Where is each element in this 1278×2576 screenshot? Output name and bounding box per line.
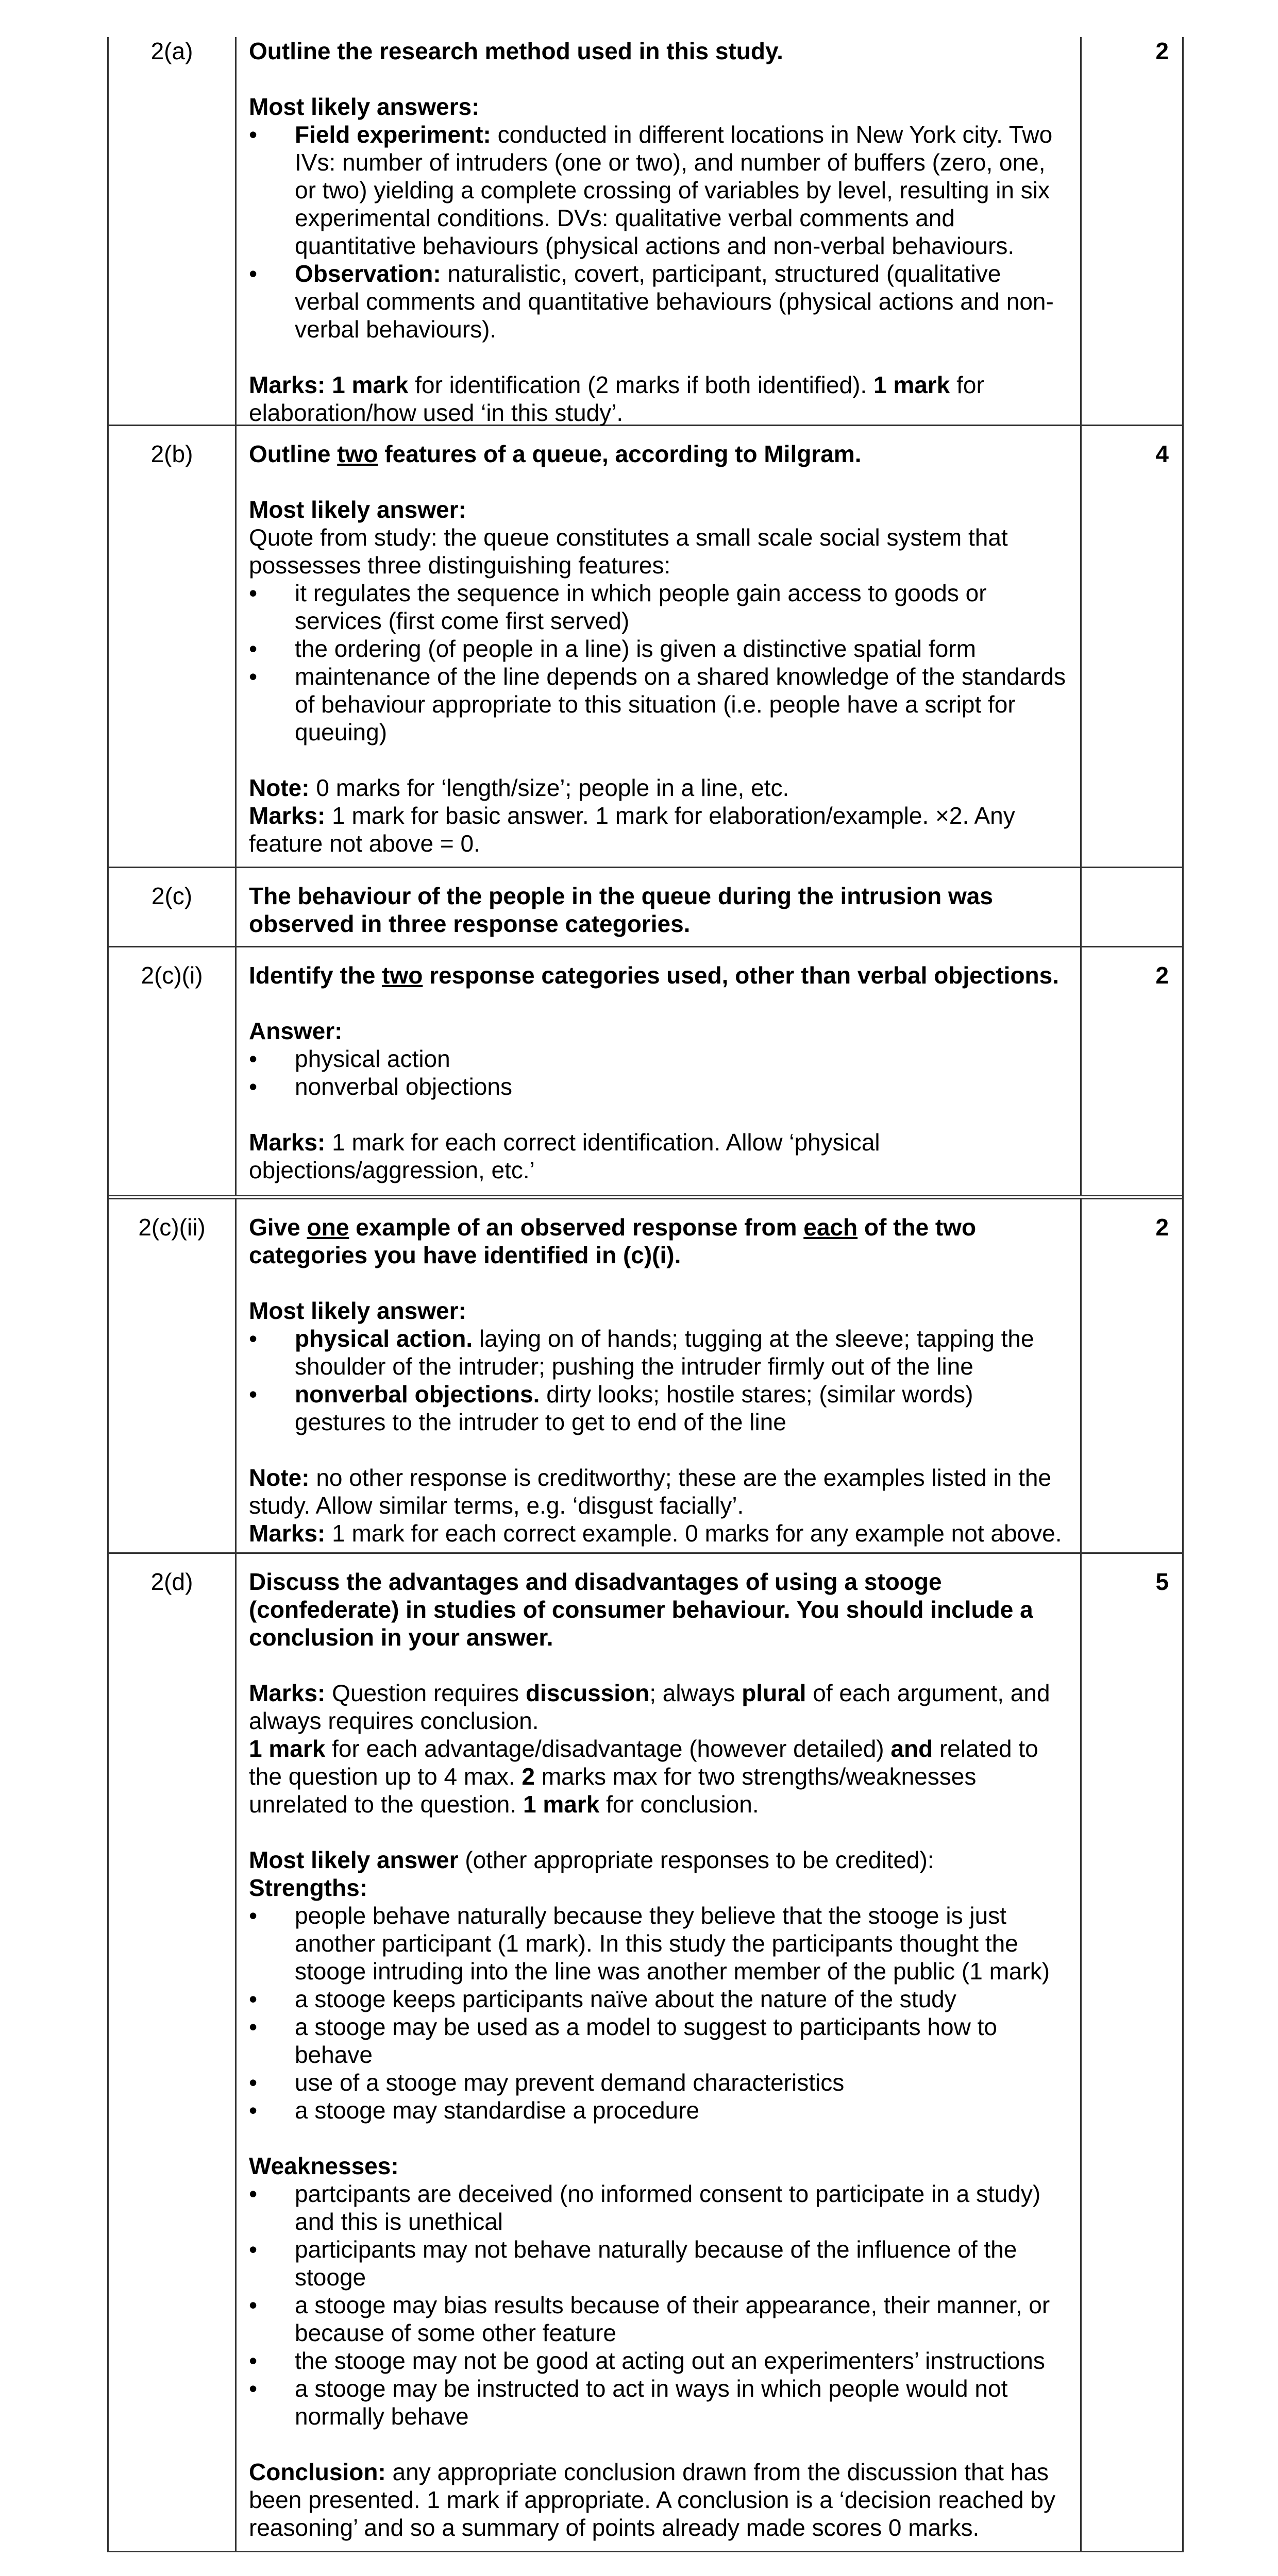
question-number: 2(b): [109, 426, 237, 867]
question-content: [237, 947, 1082, 1195]
question-content: [237, 426, 1082, 867]
list-item: • Field experiment: conducted in different locations in New York city. Two IVs: number of intruders (one or two), and number of buffers (zero, one, or two) yielding a complete crossing of variables by level, resulting in six experimental conditions. DVs: qualitative verbal comments and quantitative behaviours (physical actions and non-verbal behaviours.: [249, 121, 1068, 260]
weaknesses-list: [249, 2180, 1068, 2430]
answer-label: Answer:: [249, 1018, 343, 1044]
conclusion-guidance: Conclusion: any appropriate conclusion drawn from the discussion that has been presented. 1 mark if appropriate. A conclusion is a ‘decision reached by reasoning’ and so a summary of points already made scores 0 marks.: [249, 2459, 1055, 2541]
question-number: 2(c)(i): [109, 947, 237, 1195]
question-text: Outline two features of a queue, according to Milgram.: [249, 440, 862, 467]
answer-list: [249, 579, 1068, 746]
row-2a: [109, 37, 1182, 426]
answer-list: [249, 1325, 1068, 1436]
marks-value: 2: [1155, 38, 1169, 64]
row-2cii: [109, 1199, 1182, 1554]
marks-value: 2: [1155, 1214, 1169, 1241]
list-item: • Observation: naturalistic, covert, participant, structured (qualitative verbal comments and quantitative behaviours (physical actions and non-verbal behaviours).: [249, 260, 1068, 343]
list-item: • it regulates the sequence in which people gain access to goods or services (first come first served): [249, 579, 1068, 635]
list-item: • participants may not behave naturally because of the influence of the stooge: [249, 2235, 1068, 2291]
answer-label: Most likely answer:: [249, 496, 466, 523]
row-2c: [109, 868, 1182, 947]
list-item: • a stooge may be used as a model to suggest to participants how to behave: [249, 2013, 1068, 2069]
strengths-list: [249, 1902, 1068, 2124]
answer-label: Most likely answer (other appropriate responses to be credited):: [249, 1846, 934, 1873]
list-item: • a stooge keeps participants naïve about the nature of the study: [249, 1985, 1068, 2013]
question-text: Discuss the advantages and disadvantages of using a stooge (confederate) in studies of consumer behaviour. You should include a conclusion in your answer.: [249, 1568, 1033, 1651]
question-number: 2(d): [109, 1554, 237, 2551]
question-number: 2(c)(ii): [109, 1199, 237, 1552]
marks-value: 5: [1155, 1568, 1169, 1595]
list-item: • the stooge may not be good at acting out an experimenters’ instructions: [249, 2347, 1068, 2375]
question-content: [237, 1199, 1082, 1552]
question-stem: The behaviour of the people in the queue during the intrusion was observed in three response categories.: [249, 883, 993, 937]
note: Note: no other response is creditworthy; these are the examples listed in the study. Allow similar terms, e.g. ‘disgust facially’.: [249, 1464, 1052, 1519]
marks-guidance: Marks: 1 mark for each correct identification. Allow ‘physical objections/aggression, etc.’: [249, 1129, 880, 1183]
list-item: • people behave naturally because they believe that the stooge is just another participant (1 mark). In this study the participants thought the stooge intruding into the line was another member of the public (1 mark): [249, 1902, 1068, 1985]
list-item: • the ordering (of people in a line) is given a distinctive spatial form: [249, 635, 1068, 663]
row-2b: [109, 426, 1182, 868]
list-item: • nonverbal objections. dirty looks; hostile stares; (similar words) gestures to the intruder to get to end of the line: [249, 1380, 1068, 1436]
list-item: • physical action: [249, 1045, 1068, 1073]
list-item: • nonverbal objections: [249, 1073, 1068, 1100]
weaknesses-label: Weaknesses:: [249, 2153, 399, 2179]
question-text: Give one example of an observed response from each of the two categories you have identified in (c)(i).: [249, 1214, 977, 1268]
list-item: • maintenance of the line depends on a shared knowledge of the standards of behaviour appropriate to this situation (i.e. people have a script for queuing): [249, 663, 1068, 746]
list-item: • a stooge may standardise a procedure: [249, 2096, 1068, 2124]
marks-guidance: Marks: 1 mark for each correct example. 0 marks for any example not above.: [249, 1520, 1062, 1547]
list-item: • partcipants are deceived (no informed consent to participate in a study) and this is unethical: [249, 2180, 1068, 2235]
answer-list: [249, 121, 1068, 343]
strengths-label: Strengths:: [249, 1874, 367, 1901]
question-number: 2(c): [109, 868, 237, 946]
question-content: [237, 37, 1082, 425]
mark-scheme-table: [107, 37, 1184, 2552]
question-text: Identify the two response categories used, other than verbal objections.: [249, 962, 1060, 989]
question-content: [237, 868, 1082, 946]
note: Note: 0 marks for ‘length/size’; people in a line, etc.: [249, 774, 789, 801]
question-text: Outline the research method used in this study.: [249, 38, 783, 64]
marks-guidance: Marks: Question requires discussion; always plural of each argument, and always requires conclusion. 1 mark for each advantage/disadvantage (however detailed) and related to the question up to 4 max. 2 marks max for two strengths/weaknesses unrelated to the question. 1 mark for conclusion.: [249, 1680, 1050, 1818]
marks-guidance: Marks: 1 mark for identification (2 marks if both identified). 1 mark for elaboration/how used ‘in this study’.: [249, 371, 984, 426]
list-item: • a stooge may be instructed to act in ways in which people would not normally behave: [249, 2375, 1068, 2430]
marks-guidance: Marks: 1 mark for basic answer. 1 mark for elaboration/example. ×2. Any feature not above = 0.: [249, 802, 1015, 857]
marks-value: 4: [1155, 440, 1169, 467]
answer-list: [249, 1045, 1068, 1100]
row-2d: [109, 1554, 1182, 2552]
list-item: • physical action. laying on of hands; tugging at the sleeve; tapping the shoulder of the intruder; pushing the intruder firmly out of the line: [249, 1325, 1068, 1380]
list-item: • use of a stooge may prevent demand characteristics: [249, 2069, 1068, 2096]
marks-value: 2: [1155, 962, 1169, 989]
answer-label: Most likely answer:: [249, 1297, 466, 1324]
marks-value: [1082, 868, 1182, 946]
list-item: • a stooge may bias results because of their appearance, their manner, or because of some other feature: [249, 2291, 1068, 2347]
row-2ci: [109, 947, 1182, 1199]
question-content: [237, 1554, 1082, 2551]
answers-label: Most likely answers:: [249, 93, 480, 120]
answer-intro: Quote from study: the queue constitutes a small scale social system that possesses three distinguishing features:: [249, 524, 1008, 579]
question-number: 2(a): [109, 37, 237, 425]
